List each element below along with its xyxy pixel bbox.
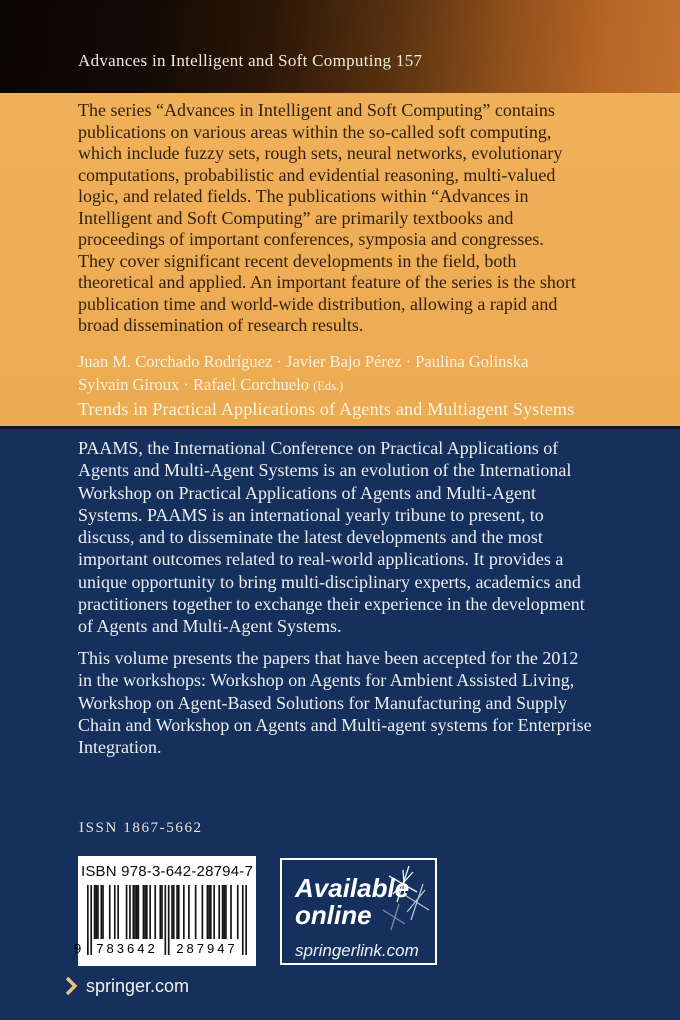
series-header: Advances in Intelligent and Soft Computing 157 bbox=[78, 51, 423, 70]
available-online-box bbox=[280, 858, 437, 965]
eds-suffix: (Eds.) bbox=[313, 378, 344, 393]
isbn-barcode-box bbox=[74, 856, 256, 966]
editors-line-1: Juan M. Corchado Rodríguez · Javier Bajo Pérez · Paulina Golinska bbox=[78, 352, 529, 371]
editors-names bbox=[78, 351, 618, 397]
blurb-paragraph-1: PAAMS, the International Conference on Practical Applications of Agents and Multi-Agent Systems is an evolution of the International Workshop on Practical Applications of Agents and Multi-Agent Systems. PAAMS is an international yearly tribune to present, to discuss, and to disseminate the latest developments and the most important outcomes related to real-world applications. It provides a unique opportunity to bring multi-disciplinary experts, academics and practitioners together to exchange their experience in the development of Agents and Multi-Agent Systems. bbox=[78, 438, 585, 637]
navy-section bbox=[0, 426, 680, 1020]
chevron-right-icon bbox=[64, 976, 78, 996]
issn-number: ISSN 1867-5662 bbox=[79, 820, 203, 836]
book-title: Trends in Practical Applications of Agents and Multiagent Systems bbox=[78, 399, 575, 419]
orange-section bbox=[0, 93, 680, 426]
barcode-digit-group-2: 287947 bbox=[176, 941, 238, 956]
available-line-1: Available bbox=[295, 873, 410, 903]
footer bbox=[64, 974, 189, 998]
editors-line-2-names: Sylvain Giroux · Rafael Corchuelo bbox=[78, 374, 314, 394]
series-description: The series “Advances in Intelligent and Soft Computing” contains publications on various areas within the so-called soft computing, which include fuzzy sets, rough sets, neural networks, evolutionary computations, probabilistic and evidential reasoning, multi-valued logic, and related fields. The publications within “Advances in Intelligent and Soft Computing” are primarily textbooks and proceedings of important conferences, symposia and congresses. They cover significant recent developments in the field, both theoretical and applied. An important feature of the series is the short publication time and world-wide distribution, allowing a rapid and broad dissemination of research results. bbox=[78, 100, 576, 335]
available-line-2: online bbox=[295, 900, 372, 930]
sparkle-icon bbox=[369, 862, 433, 936]
editors-line-2 bbox=[78, 374, 618, 398]
barcode-digit-group-1: 783642 bbox=[96, 941, 158, 956]
top-gradient-band bbox=[0, 0, 680, 93]
springer-url: springer.com bbox=[86, 975, 190, 996]
blurb-paragraph-2: This volume presents the papers that have been accepted for the 2012 in the workshops: Workshop on Agents for Ambient Assisted Living, Workshop on Agent-Based Solutions for Manufacturing and Supply Chain and Workshop on Agents and Multi-agent systems for Enterprise Integration. bbox=[78, 648, 592, 758]
springerlink-url: springerlink.com bbox=[295, 941, 419, 960]
barcode-digit-first: 9 bbox=[74, 941, 82, 956]
barcode bbox=[74, 885, 247, 956]
isbn-label: ISBN 978-3-642-28794-7 bbox=[80, 863, 253, 880]
barcode-digits bbox=[74, 941, 247, 956]
